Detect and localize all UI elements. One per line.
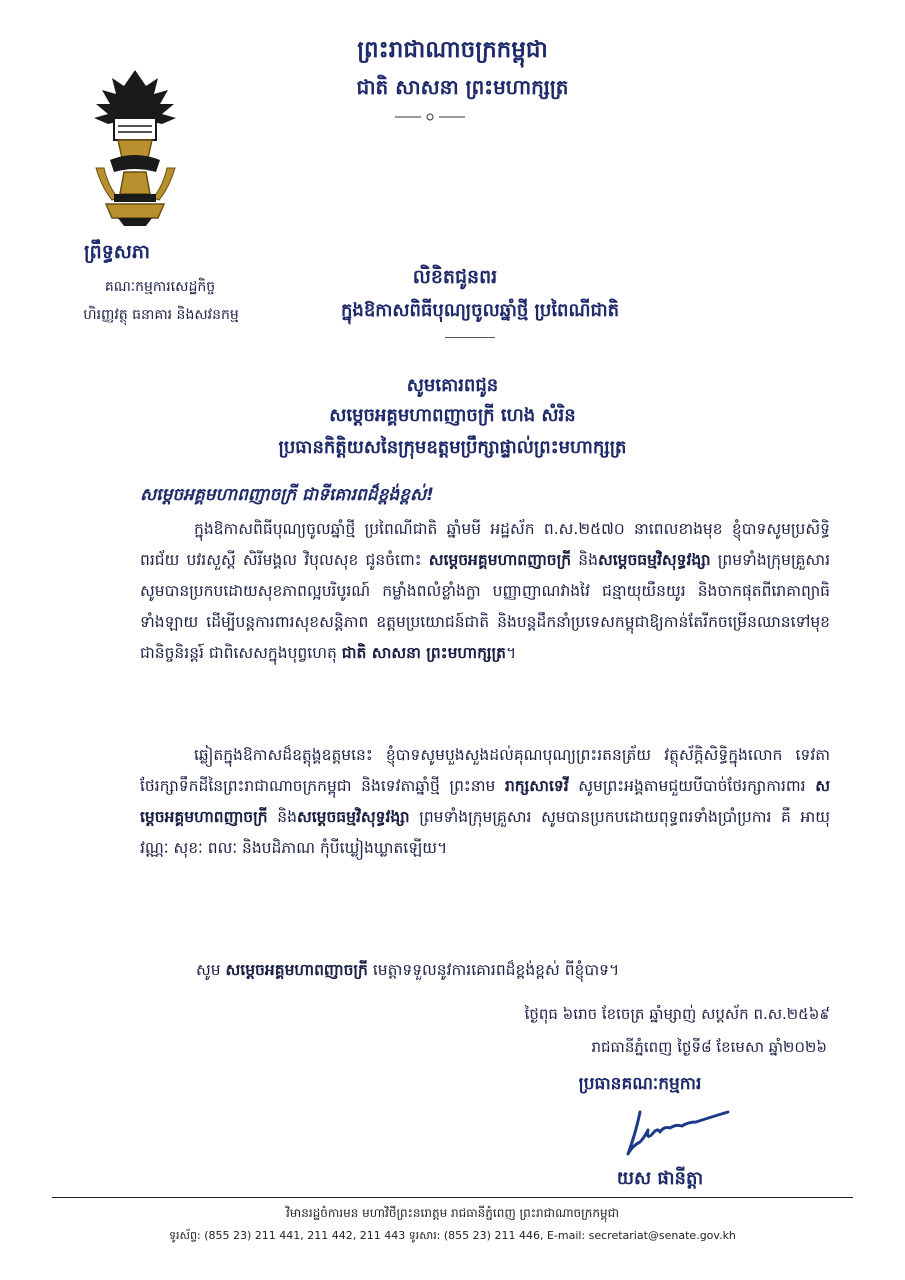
p1-text-c: និង: [571, 551, 598, 569]
recipient-intro: សូមគោរពជូន: [406, 375, 499, 396]
p2-text-g: ព្រមទាំងក្រុមគ្រួសារ សូមបានប្រកបដោយពុទ្ធពរទាំងប្រាំប្រការ គឺ អាយុ វណ្ណៈ សុខៈ ពលៈ និងបដិភាណ កុំបីឃ្លៀងឃ្លាតឡើយ។: [140, 808, 831, 857]
recipient-title: ប្រធានកិត្តិយសនៃក្រុមឧត្តមប្រឹក្សាផ្ទាល់ព្រះមហាក្សត្រ: [278, 437, 627, 458]
commission-line-1: គណៈកម្មការសេដ្ឋកិច្ច: [104, 279, 216, 295]
footer-contacts: [0, 1229, 905, 1245]
footer-divider: [52, 1197, 853, 1198]
closing-text-a: សូម: [196, 961, 226, 979]
closing-text-c: មេត្តាទទួលនូវការគោរពដ៏ខ្ពង់ខ្ពស់ ពីខ្ញុំបាទ។: [367, 961, 620, 979]
national-motto: ជាតិ សាសនា ព្រះមហាក្សត្រ: [356, 75, 569, 99]
p1-bold-b: សម្តេចអគ្គមហាពញាចក្រី: [428, 551, 572, 569]
ornament-divider-icon: [395, 112, 465, 122]
letter-subtitle: ក្នុងឱកាសពិធីបុណ្យចូលឆ្នាំថ្មី ប្រពៃណីជាតិ: [340, 300, 620, 321]
p2-text-a: ឆ្លៀតក្នុងឱកាសដ៏ឧត្តុង្គឧត្តមនេះ ខ្ញុំបាទសូមបួងសួងដល់គុណបុណ្យព្រះរតនត្រ័យ វត្ថុស័ក្តិសិទ្ធិក្នុងលោក ទេវតាថែរក្សាទឹកដីនៃព្រះរាជាណាចក្រកម្ពុជា និងទេវតាឆ្នាំថ្មី ព្រះនាម: [140, 746, 830, 795]
senate-emblem-icon: [88, 68, 183, 228]
p2-bold-b: រាក្សសាទេវី: [504, 777, 569, 795]
paragraph-2: [140, 740, 830, 864]
p1-bold-d: សម្តេចធម្មវិសុទ្ធវង្សា: [597, 551, 711, 569]
closing-line: [196, 960, 619, 983]
signer-title: ប្រធានគណៈកម្មការ: [578, 1074, 702, 1094]
date-lunar: ថ្ងៃពុធ ៦រោច ខែចេត្រ ឆ្នាំម្សាញ់ សប្តស័ក ព.ស.២៥៦៩: [524, 1005, 830, 1023]
p1-text-e: ព្រមទាំងក្រុមគ្រួសារ សូមបានប្រកបដោយសុខភាពល្អបរិបូរណ៍ កម្លាំងពលំខ្លាំងក្លា បញ្ញាញាណវាងវៃ ជន្មាយុយឺនយូរ និងចាកផុតពីរោគាព្យាធិទាំងឡាយ ដើម្បីបន្តការពារសុខសន្តិភាព ឧត្តមប្រយោជន៍ជាតិ និងបន្តដឹកនាំប្រទេសកម្ពុជាឱ្យកាន់តែរីកចម្រើនឈានទៅមុខជានិច្ចនិរន្តរ៍ ជាពិសេសក្នុងបុព្វហេតុ: [140, 551, 831, 662]
p2-text-c: សូមព្រះអង្គតាមជួយបីបាច់ថែរក្សាការពារ: [568, 777, 816, 795]
p1-text-a: ក្នុងឱកាសពិធីបុណ្យចូលឆ្នាំថ្មី ប្រពៃណីជាតិ ឆ្នាំមមី អដ្ឋស័ក ព.ស.២៥៧០ នាពេលខាងមុខ ខ្ញុំបាទសូមប្រសិទ្ធិពរជ័យ បវរសួស្តី សិរីមង្គល វិបុលសុខ ជូនចំពោះ: [140, 520, 830, 569]
p2-text-e: និង: [267, 808, 297, 826]
fax-and-email: (855 23) 211 446, E-mail: secretariat@senate.gov.kh: [443, 1229, 736, 1242]
signer-name: យស ផានីត្តា: [616, 1168, 704, 1189]
fax-label: ទូរសារ:: [408, 1229, 441, 1242]
closing-bold-b: សម្តេចអគ្គមហាពញាចក្រី: [225, 961, 368, 979]
salutation: សម្តេចអគ្គមហាពញាចក្រី ជាទីគោរពដ៏ខ្ពង់ខ្ពស់!: [140, 485, 434, 505]
recipient-name: សម្តេចអគ្គមហាពញាចក្រី ហេង សំរិន: [329, 405, 576, 426]
kingdom-title: ព្រះរាជាណាចក្រកម្ពុជា: [357, 37, 548, 63]
paragraph-1: [140, 514, 830, 669]
letter-title: លិខិតជូនពរ: [412, 266, 498, 288]
commission-line-2: ហិរញ្ញវត្ថុ ធនាគារ និងសវនកម្ម: [83, 307, 239, 323]
phone-numbers: (855 23) 211 441, 211 442, 211 443: [204, 1229, 406, 1242]
p1-bold-f: ជាតិ សាសនា ព្រះមហាក្សត្រ: [341, 644, 506, 662]
handwritten-signature-icon: [618, 1102, 738, 1162]
p1-text-g: ។: [506, 644, 517, 662]
phone-label: ទូរស័ព្ទ:: [169, 1229, 201, 1242]
date-solar: រាជធានីភ្នំពេញ ថ្ងៃទី៨ ខែមេសា ឆ្នាំ២០២៦: [591, 1038, 827, 1056]
institution-name: ព្រឹទ្ធសភា: [84, 241, 150, 263]
p2-bold-f: សម្តេចធម្មវិសុទ្ធវង្សា: [296, 808, 410, 826]
footer-address: វិមានរដ្ឋចំការមន មហាវិថីព្រះនរោត្តម រាជធានីភ្នំពេញ ព្រះរាជាណាចក្រកម្ពុជា: [285, 1206, 619, 1220]
title-divider: [445, 337, 495, 338]
p2-bold-d: សម្តេចអគ្គមហាពញាចក្រី: [140, 777, 830, 826]
